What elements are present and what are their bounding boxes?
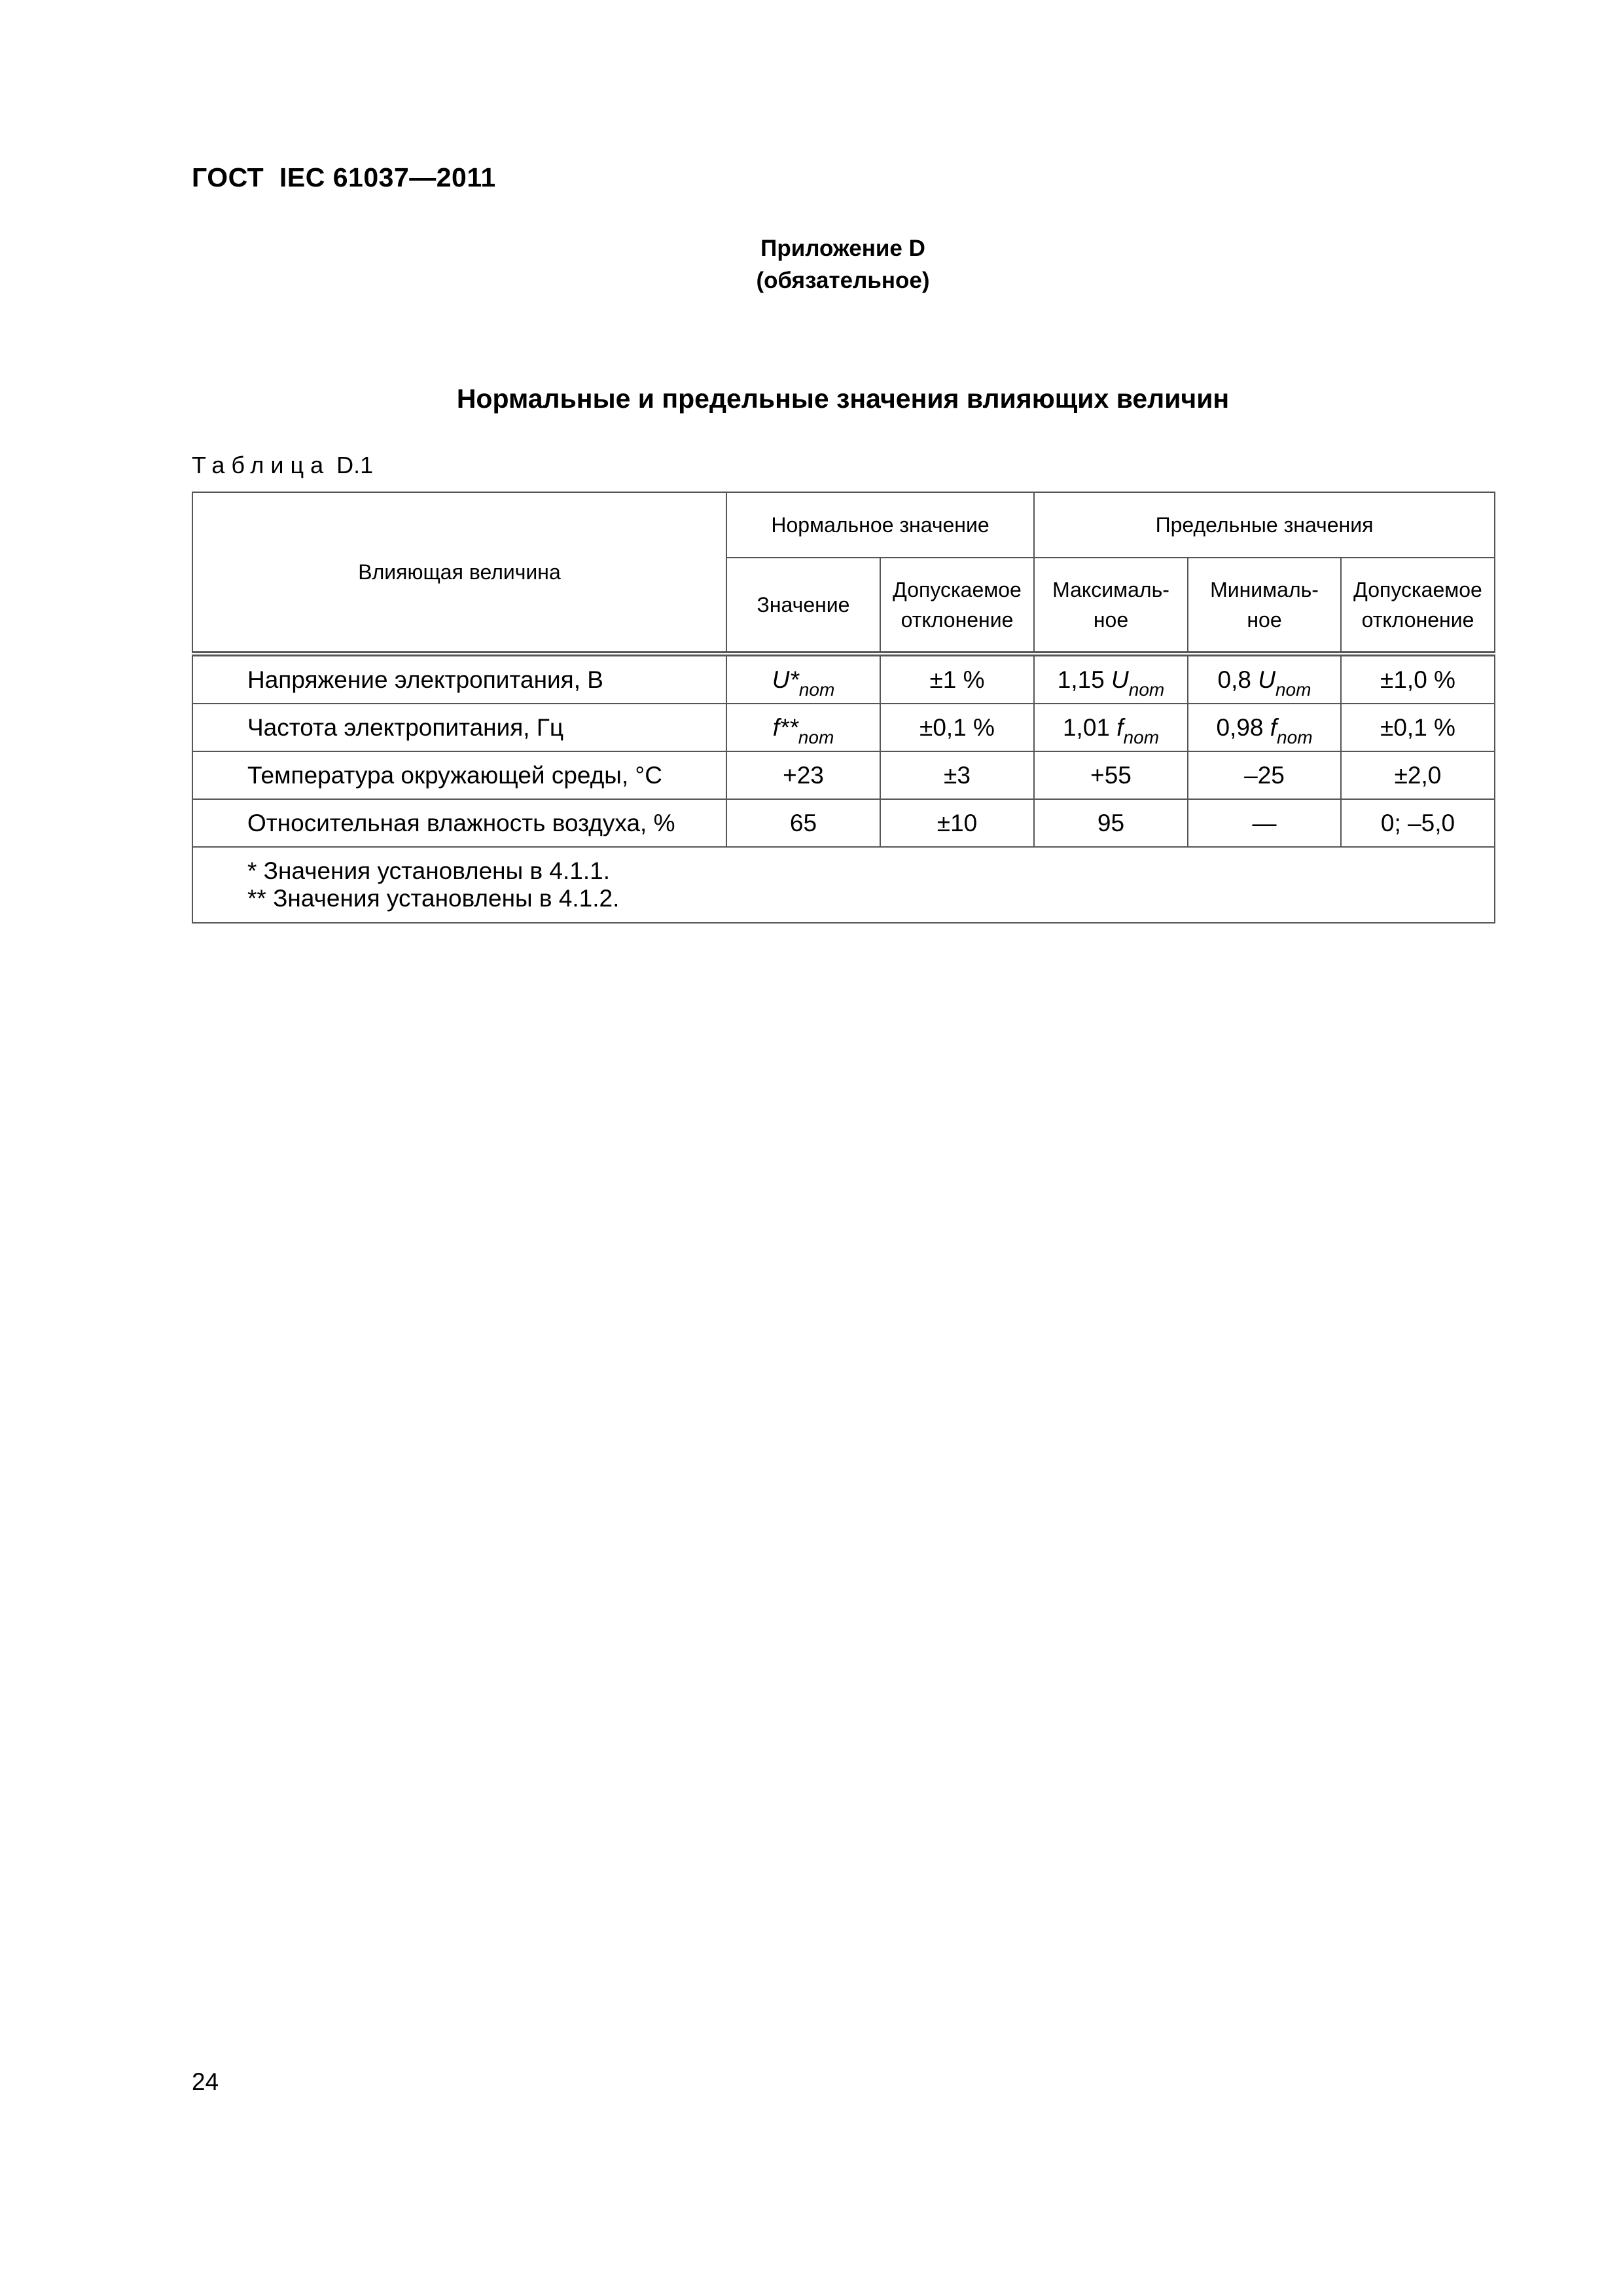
header-limit-tolerance-line1: Допускаемое — [1353, 578, 1482, 601]
row-tolerance: ±10 — [880, 799, 1034, 847]
header-normal-value: Значение — [726, 558, 880, 654]
row-max-var: U — [1111, 666, 1129, 693]
table-note: ** Значения установлены в 4.1.2. — [247, 885, 620, 912]
row-quantity: Относительная влажность воздуха, % — [192, 799, 726, 847]
table-row — [192, 704, 1495, 751]
influence-quantities-table — [192, 492, 1495, 924]
table-note: * Значения установлены в 4.1.1. — [247, 857, 610, 884]
row-quantity: Частота электропитания, Гц — [192, 704, 726, 751]
row-min — [1188, 704, 1341, 751]
row-tolerance: ±1 % — [880, 654, 1034, 704]
row-value-main: f** — [772, 713, 798, 741]
header-limit-tolerance — [1341, 558, 1495, 654]
header-limit-min — [1188, 558, 1341, 654]
table-notes-row — [192, 847, 1495, 923]
section-title: Нормальные и предельные значения влияющих величин — [456, 384, 1230, 414]
row-max: +55 — [1034, 751, 1188, 799]
row-max-prefix: 1,15 — [1057, 666, 1112, 693]
row-min-prefix: 0,98 — [1216, 713, 1270, 741]
row-limit-tolerance: ±2,0 — [1341, 751, 1495, 799]
header-normal-group: Нормальное значение — [726, 492, 1034, 558]
row-max — [1034, 704, 1188, 751]
table-header-row — [192, 492, 1495, 558]
row-tolerance: ±3 — [880, 751, 1034, 799]
row-value-main: U* — [772, 666, 799, 693]
row-min-subscript: nom — [1275, 679, 1311, 700]
row-min: — — [1188, 799, 1341, 847]
table-row — [192, 751, 1495, 799]
row-limit-tolerance: ±0,1 % — [1341, 704, 1495, 751]
row-min — [1188, 654, 1341, 704]
row-value: 65 — [726, 799, 880, 847]
row-max: 95 — [1034, 799, 1188, 847]
table-notes — [192, 847, 1495, 923]
header-quantity: Влияющая величина — [192, 492, 726, 654]
row-limit-tolerance: 0; –5,0 — [1341, 799, 1495, 847]
row-value — [726, 654, 880, 704]
row-value: +23 — [726, 751, 880, 799]
row-max-var: f — [1116, 713, 1124, 741]
annex-heading — [0, 232, 1623, 296]
row-max-prefix: 1,01 — [1062, 713, 1117, 741]
table-caption-number: D.1 — [336, 452, 374, 478]
row-quantity: Температура окружающей среды, °С — [192, 751, 726, 799]
table-row — [192, 654, 1495, 704]
header-limit-min-line1: Минималь- — [1210, 578, 1319, 601]
header-limit-max-line1: Максималь- — [1052, 578, 1169, 601]
header-limit-min-line2: ное — [1247, 608, 1282, 632]
row-tolerance: ±0,1 % — [880, 704, 1034, 751]
row-quantity: Напряжение электропитания, В — [192, 654, 726, 704]
table-caption — [192, 452, 373, 479]
row-min-var: U — [1258, 666, 1275, 693]
header-limit-max — [1034, 558, 1188, 654]
annex-status: (обязательное) — [756, 268, 930, 293]
header-limit-group: Предельные значения — [1034, 492, 1495, 558]
row-value-subscript: nom — [798, 726, 834, 747]
header-limit-tolerance-line2: отклонение — [1361, 608, 1474, 632]
row-limit-tolerance: ±1,0 % — [1341, 654, 1495, 704]
header-normal-tolerance — [880, 558, 1034, 654]
header-normal-tolerance-line1: Допускаемое — [893, 578, 1022, 601]
row-min-prefix: 0,8 — [1217, 666, 1258, 693]
header-limit-max-line2: ное — [1093, 608, 1129, 632]
row-max — [1034, 654, 1188, 704]
table-row — [192, 799, 1495, 847]
annex-title: Приложение D — [760, 236, 925, 261]
header-normal-tolerance-line2: отклонение — [901, 608, 1014, 632]
table-caption-word: Таблица — [192, 452, 330, 478]
document-code: ГОСТ IEC 61037—2011 — [192, 162, 496, 192]
row-min-var: f — [1270, 713, 1277, 741]
row-min-subscript: nom — [1277, 726, 1313, 747]
row-max-subscript: nom — [1128, 679, 1165, 700]
row-value-subscript: nom — [798, 679, 835, 700]
row-max-subscript: nom — [1123, 726, 1160, 747]
page-number: 24 — [192, 2068, 219, 2095]
row-min: –25 — [1188, 751, 1341, 799]
row-value — [726, 704, 880, 751]
